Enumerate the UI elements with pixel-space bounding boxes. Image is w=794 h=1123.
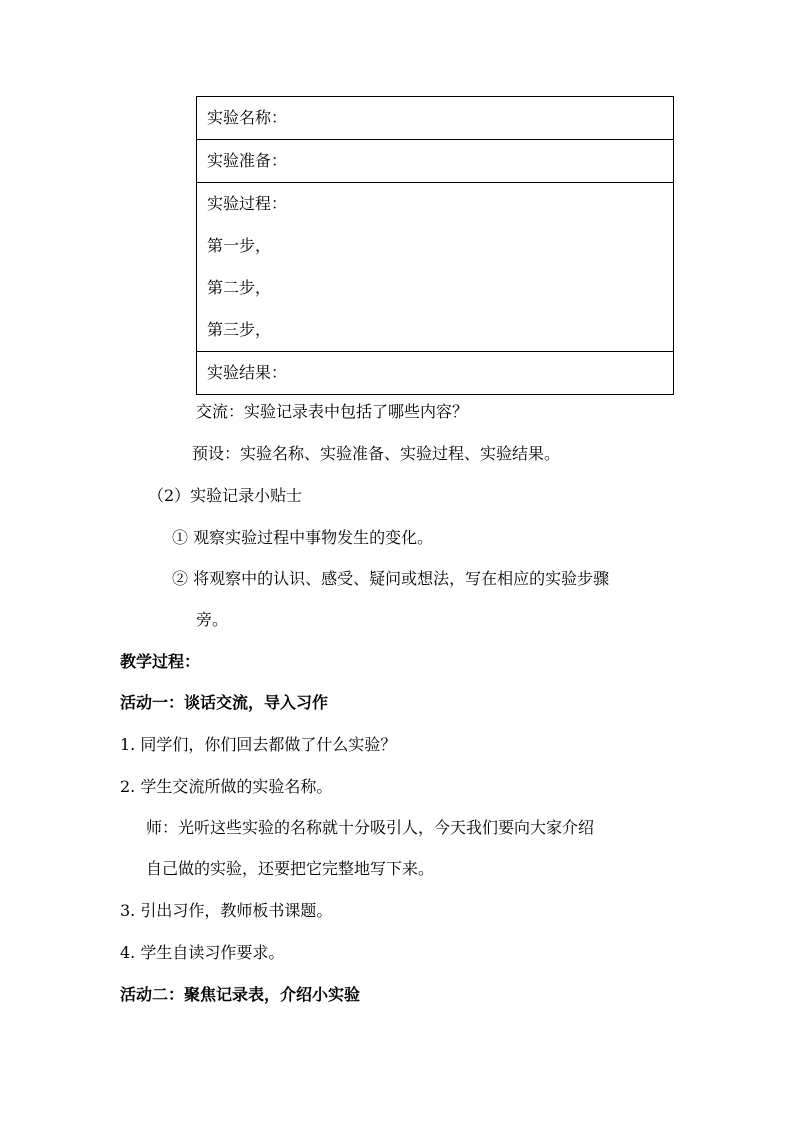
name-cell: [197, 97, 674, 140]
tip-two-line2: 旁。: [196, 610, 229, 629]
experiment-result-label: 实验结果：: [207, 363, 288, 382]
experiment-prep-label: 实验准备：: [207, 151, 288, 170]
experiment-process-label: 实验过程：: [207, 194, 288, 213]
table-row: [197, 352, 674, 395]
table-row: [197, 140, 674, 183]
discussion-preset: 预设：实验名称、实验准备、实验过程、实验结果。: [192, 444, 561, 463]
teacher-remark-line1: 师：光听这些实验的名称就十分吸引人，今天我们要向大家介绍: [146, 818, 595, 837]
experiment-name-label: 实验名称：: [207, 108, 288, 127]
tips-heading: （2）实验记录小贴士: [148, 486, 303, 505]
list-item-1: 1. 同学们，你们回去都做了什么实验？: [120, 735, 397, 754]
table-row: [197, 97, 674, 140]
experiment-record-table: [196, 96, 674, 395]
activity-two-heading: 活动二：聚焦记录表，介绍小实验: [120, 985, 361, 1004]
prep-cell: [197, 140, 674, 183]
result-cell: [197, 352, 674, 395]
teacher-remark-line2: 自己做的实验，还要把它完整地写下来。: [146, 859, 435, 878]
list-item-3: 3. 引出习作，教师板书课题。: [120, 901, 333, 920]
activity-one-heading: 活动一：谈话交流，导入习作: [120, 693, 329, 712]
discussion-question: 交流：实验记录表中包括了哪些内容？: [196, 402, 469, 421]
table-row: [197, 183, 674, 352]
step-two: 第二步，: [207, 278, 272, 297]
step-one: 第一步，: [207, 236, 272, 255]
list-item-2: 2. 学生交流所做的实验名称。: [120, 777, 333, 796]
process-cell: [197, 183, 674, 352]
tip-two-line1: ② 将观察中的认识、感受、疑问或想法，写在相应的实验步骤: [172, 569, 610, 588]
step-three: 第三步，: [207, 320, 272, 339]
teaching-process-heading: 教学过程：: [120, 652, 201, 671]
tip-one: ① 观察实验过程中事物发生的变化。: [172, 528, 434, 547]
list-item-4: 4. 学生自读习作要求。: [120, 943, 285, 962]
